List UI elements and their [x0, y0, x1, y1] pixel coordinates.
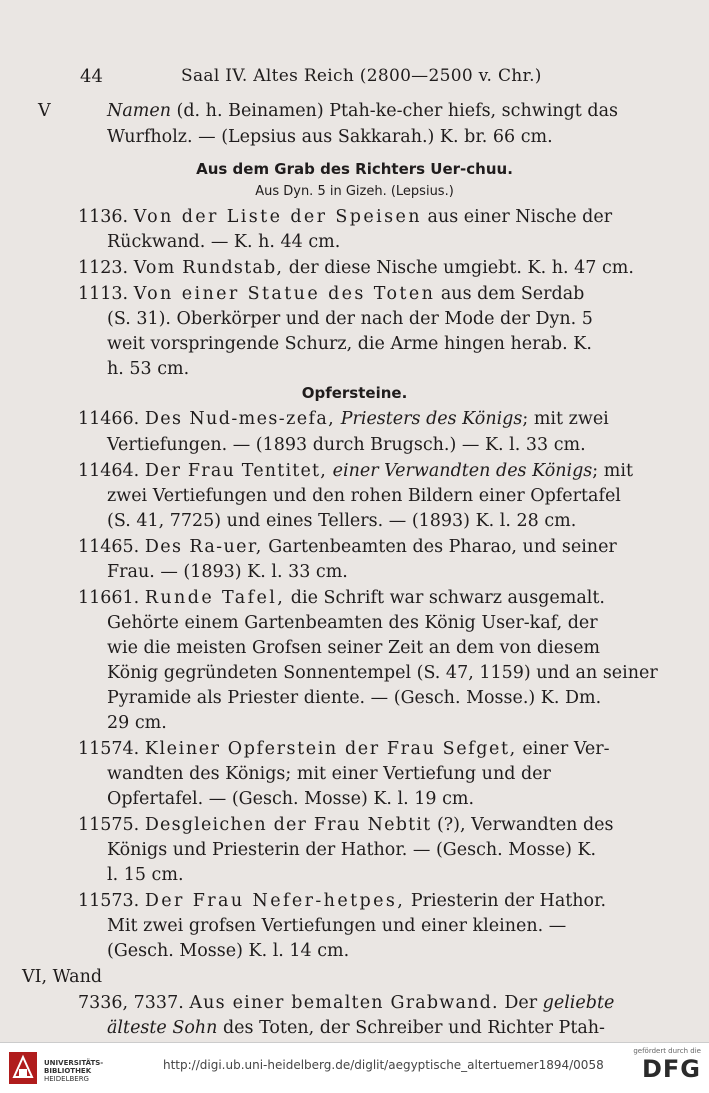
- entry-line: (Gesch. Mosse) K. l. 14 cm.: [107, 941, 350, 961]
- entry-line: Gehörte einem Gartenbeamten des König User-kaf, der: [107, 613, 598, 633]
- entry-11465: 11465. Des Ra-uer, Gartenbeamten des Pharao, und seiner: [78, 537, 617, 557]
- dfg-wordmark: DFG: [641, 1055, 701, 1083]
- entry-line: wandten des Königs; mit einer Vertiefung und der: [107, 764, 551, 784]
- entry-line: weit vorspringende Schurz, die Arme hingen herab. K.: [107, 334, 592, 354]
- entry-line: (S. 31). Oberkörper und der nach der Mode der Dyn. 5: [107, 309, 593, 329]
- library-logo[interactable]: [8, 1051, 148, 1085]
- entry-line: Rückwand. — K. h. 44 cm.: [107, 232, 341, 252]
- entry-1123: 1123. Vom Rundstab, der diese Nische umgiebt. K. h. 47 cm.: [78, 258, 634, 278]
- section-marker-v: V: [38, 101, 51, 121]
- entry-11575: 11575. Desgleichen der Frau Nebtit (?), Verwandten des: [78, 815, 614, 835]
- page-number: 44: [80, 66, 103, 87]
- entry-line: h. 53 cm.: [107, 359, 190, 379]
- entry-11573: 11573. Der Frau Nefer-hetpes, Priesterin der Hathor.: [78, 891, 607, 911]
- entry-line: König gegründeten Sonnentempel (S. 47, 1159) und an seiner: [107, 663, 658, 683]
- entry-1136: 1136. Von der Liste der Speisen aus einer Nische der: [78, 207, 613, 227]
- entry-11574: 11574. Kleiner Opferstein der Frau Sefget, einer Ver-: [78, 739, 610, 759]
- entry-line: (S. 41, 7725) und eines Tellers. — (1893) K. l. 28 cm.: [107, 511, 577, 531]
- entry-line: älteste Sohn des Toten, der Schreiber und Richter Ptah-: [107, 1018, 605, 1038]
- library-name: UNIVERSITÄTS- BIBLIOTHEK HEIDELBERG: [44, 1059, 104, 1083]
- permalink-url[interactable]: http://digi.ub.uni-heidelberg.de/diglit/aegyptische_altertuemer1894/0058: [163, 1058, 604, 1072]
- entry-line: l. 15 cm.: [107, 865, 184, 885]
- entry-line: Opfertafel. — (Gesch. Mosse) K. l. 19 cm.: [107, 789, 475, 809]
- entry-1113: 1113. Von einer Statue des Toten aus dem Serdab: [78, 284, 585, 304]
- entry-line: Namen (d. h. Beinamen) Ptah-ke-cher hiefs, schwingt das: [107, 101, 618, 121]
- entry-line: Königs und Priesterin der Hathor. — (Gesch. Mosse) K.: [107, 840, 597, 860]
- entry-11464: 11464. Der Frau Tentitet, einer Verwandten des Königs; mit: [78, 461, 633, 481]
- sponsor-caption: gefördert durch die: [633, 1047, 701, 1055]
- university-seal-icon: [8, 1051, 38, 1085]
- entry-7336: 7336, 7337. Aus einer bemalten Grabwand. Der geliebte: [78, 993, 615, 1013]
- entry-line: wie die meisten Grofsen seiner Zeit an dem von diesem: [107, 638, 601, 658]
- entry-line: 29 cm.: [107, 713, 167, 733]
- section-heading-offerings: Opfersteine.: [301, 384, 408, 402]
- entry-line: Frau. — (1893) K. l. 33 cm.: [107, 562, 348, 582]
- entry-line: Wurfholz. — (Lepsius aus Sakkarah.) K. br. 66 cm.: [107, 127, 553, 147]
- entry-line: Vertiefungen. — (1893 durch Brugsch.) — K. l. 33 cm.: [107, 435, 586, 455]
- viewer-footer: [0, 1042, 709, 1093]
- running-title: Saal IV. Altes Reich (2800—2500 v. Chr.): [181, 66, 542, 86]
- entry-line: Mit zwei grofsen Vertiefungen und einer kleinen. —: [107, 916, 567, 936]
- entry-11661: 11661. Runde Tafel, die Schrift war schwarz ausgemalt.: [78, 588, 605, 608]
- dfg-logo[interactable]: [629, 1047, 701, 1089]
- entry-line: Pyramide als Priester diente. — (Gesch. Mosse.) K. Dm.: [107, 688, 602, 708]
- section-marker-vi: VI, Wand: [22, 967, 103, 987]
- section-heading-grave: Aus dem Grab des Richters Uer-chuu.: [196, 160, 513, 178]
- entry-11466: 11466. Des Nud-mes-zefa, Priesters des Königs; mit zwei: [78, 409, 609, 429]
- section-subheading-grave: Aus Dyn. 5 in Gizeh. (Lepsius.): [255, 184, 454, 199]
- entry-line: zwei Vertiefungen und den rohen Bildern einer Opfertafel: [107, 486, 621, 506]
- running-head: [0, 66, 709, 92]
